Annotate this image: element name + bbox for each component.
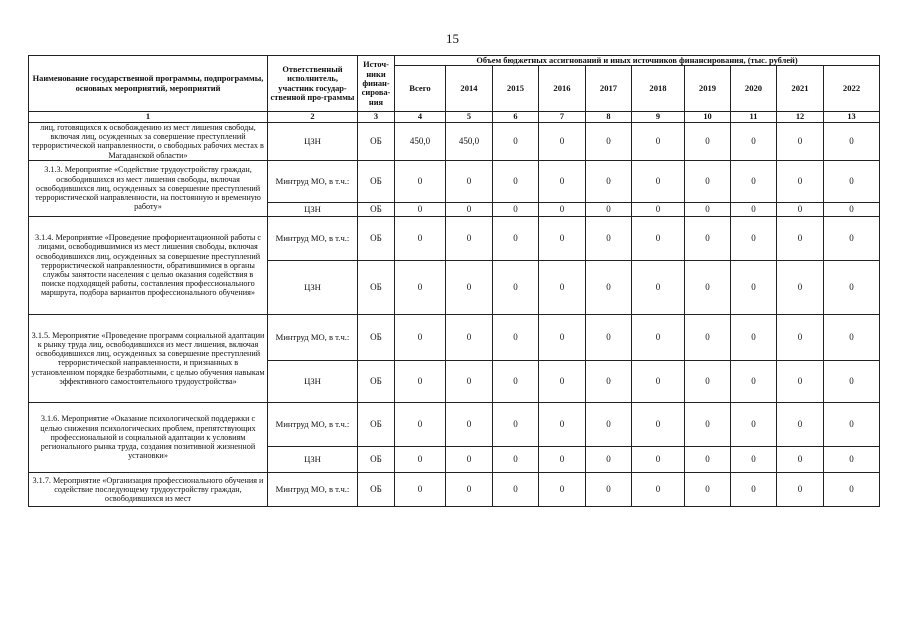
budget-value-cell: 0 xyxy=(685,122,731,160)
executor-cell: Минтруд МО, в т.ч.: xyxy=(268,314,358,360)
budget-value-cell: 0 xyxy=(446,360,493,402)
executor-cell: Минтруд МО, в т.ч.: xyxy=(268,402,358,446)
budget-value-cell: 0 xyxy=(632,160,685,202)
budget-value-cell: 0 xyxy=(395,472,446,506)
budget-value-cell: 0 xyxy=(539,472,586,506)
column-number-cell: 13 xyxy=(824,112,880,122)
measure-name-cell: 3.1.3. Мероприятие «Содействие трудоустройству граждан, освободившихся из мест лишения свободы, включая освободившихся лиц, осужденных за совершение преступлений террористической направленности, на постоянную и временную работу» xyxy=(29,160,268,216)
column-number-cell: 3 xyxy=(358,112,395,122)
measure-name-cell: лиц, готовящихся к освобождению из мест лишения свободы, включая лиц, осужденных за совершение преступлений террористической направленности, о свободных рабочих местах в Магаданской области» xyxy=(29,122,268,160)
budget-value-cell: 0 xyxy=(493,314,539,360)
budget-value-cell: 0 xyxy=(539,314,586,360)
header-budget-group: Объем бюджетных ассигнований и иных источников финансирования, (тыс. рублей) xyxy=(395,56,880,66)
budget-value-cell: 0 xyxy=(446,402,493,446)
budget-value-cell: 0 xyxy=(493,122,539,160)
budget-value-cell: 0 xyxy=(395,260,446,314)
budget-value-cell: 0 xyxy=(586,122,632,160)
column-number-cell: 6 xyxy=(493,112,539,122)
budget-value-cell: 0 xyxy=(632,202,685,216)
measure-name-cell: 3.1.4. Мероприятие «Проведение профориентационной работы с лицами, освободившимися из мест лишения свободы, включая освободившихся лиц, осужденных за совершение преступлений террористической направленности, обратившимися в органы службы занятости населения с целью оказания содействия в поиске подходящей работы, составления профессионального маршрута, подбора вариантов профессионального обучения» xyxy=(29,216,268,314)
budget-value-cell: 0 xyxy=(824,122,880,160)
measure-name-cell: 3.1.5. Мероприятие «Проведение программ социальной адаптации к рынку труда лиц, освободившихся из мест лишения, включая освободившихся лиц, осужденных за совершение преступлений террористической направленности, и признанных в установленном порядке безработными, с целью обучения навыкам эффективного самостоятельного трудоустройства» xyxy=(29,314,268,402)
header-year-cell: 2014 xyxy=(446,66,493,112)
page-number: 15 xyxy=(446,31,459,46)
budget-value-cell: 0 xyxy=(685,446,731,472)
table-row xyxy=(29,402,880,446)
column-number-cell: 12 xyxy=(777,112,824,122)
table-row xyxy=(29,472,880,506)
budget-value-cell: 0 xyxy=(824,472,880,506)
budget-value-cell: 0 xyxy=(685,360,731,402)
budget-value-cell: 0 xyxy=(493,216,539,260)
budget-value-cell: 0 xyxy=(731,160,777,202)
budget-value-cell: 0 xyxy=(493,472,539,506)
budget-value-cell: 0 xyxy=(777,446,824,472)
executor-cell: ЦЗН xyxy=(268,360,358,402)
budget-value-cell: 0 xyxy=(395,314,446,360)
column-number-cell: 11 xyxy=(731,112,777,122)
executor-cell: Минтруд МО, в т.ч.: xyxy=(268,472,358,506)
header-year-cell: 2015 xyxy=(493,66,539,112)
budget-value-cell: 0 xyxy=(586,260,632,314)
budget-value-cell: 0 xyxy=(539,216,586,260)
column-number-cell: 4 xyxy=(395,112,446,122)
budget-value-cell: 0 xyxy=(446,216,493,260)
budget-value-cell: 450,0 xyxy=(446,122,493,160)
budget-value-cell: 0 xyxy=(824,402,880,446)
executor-cell: ЦЗН xyxy=(268,446,358,472)
budget-value-cell: 0 xyxy=(493,160,539,202)
header-year-cell: Всего xyxy=(395,66,446,112)
budget-value-cell: 0 xyxy=(824,360,880,402)
budget-value-cell: 0 xyxy=(777,160,824,202)
table-row xyxy=(29,122,880,160)
funding-source-cell: ОБ xyxy=(358,160,395,202)
budget-value-cell: 0 xyxy=(539,402,586,446)
column-number-cell: 8 xyxy=(586,112,632,122)
budget-value-cell: 0 xyxy=(731,314,777,360)
executor-cell: ЦЗН xyxy=(268,202,358,216)
funding-source-cell: ОБ xyxy=(358,446,395,472)
budget-value-cell: 0 xyxy=(824,202,880,216)
funding-source-cell: ОБ xyxy=(358,216,395,260)
funding-source-cell: ОБ xyxy=(358,202,395,216)
executor-cell: Минтруд МО, в т.ч.: xyxy=(268,160,358,202)
budget-value-cell: 0 xyxy=(539,122,586,160)
header-year-cell: 2021 xyxy=(777,66,824,112)
budget-value-cell: 0 xyxy=(539,446,586,472)
budget-value-cell: 0 xyxy=(777,472,824,506)
budget-value-cell: 0 xyxy=(731,472,777,506)
column-number-cell: 1 xyxy=(29,112,268,122)
budget-value-cell: 0 xyxy=(395,360,446,402)
budget-value-cell: 0 xyxy=(446,314,493,360)
budget-value-cell: 0 xyxy=(777,402,824,446)
budget-value-cell: 0 xyxy=(824,216,880,260)
budget-value-cell: 0 xyxy=(685,202,731,216)
column-number-cell: 7 xyxy=(539,112,586,122)
budget-value-cell: 0 xyxy=(824,260,880,314)
budget-value-cell: 0 xyxy=(731,360,777,402)
budget-value-cell: 0 xyxy=(685,216,731,260)
budget-value-cell: 0 xyxy=(632,122,685,160)
budget-value-cell: 0 xyxy=(446,160,493,202)
budget-value-cell: 0 xyxy=(586,202,632,216)
budget-value-cell: 0 xyxy=(446,260,493,314)
column-number-cell: 10 xyxy=(685,112,731,122)
budget-value-cell: 0 xyxy=(586,360,632,402)
budget-value-cell: 0 xyxy=(586,314,632,360)
budget-value-cell: 0 xyxy=(539,160,586,202)
header-name-column: Наименование государственной программы, подпрограммы, основных мероприятий, мероприятий xyxy=(29,56,268,112)
measure-name-cell: 3.1.7. Мероприятие «Организация профессионального обучения и содействие последующему трудоустройству граждан, освободившихся из мест xyxy=(29,472,268,506)
executor-cell: Минтруд МО, в т.ч.: xyxy=(268,216,358,260)
budget-value-cell: 0 xyxy=(586,446,632,472)
header-year-cell: 2017 xyxy=(586,66,632,112)
header-year-cell: 2019 xyxy=(685,66,731,112)
budget-value-cell: 0 xyxy=(446,202,493,216)
budget-value-cell: 0 xyxy=(395,216,446,260)
measure-name-cell: 3.1.6. Мероприятие «Оказание психологической поддержки с целью снижения психологических проблем, препятствующих профессиональной и социальной адаптации к условиям регионального рынка труда, создания позитивной жизненной установки» xyxy=(29,402,268,472)
table-row xyxy=(29,216,880,260)
budget-value-cell: 0 xyxy=(824,446,880,472)
funding-source-cell: ОБ xyxy=(358,472,395,506)
budget-value-cell: 0 xyxy=(632,260,685,314)
budget-value-cell: 0 xyxy=(586,472,632,506)
budget-value-cell: 450,0 xyxy=(395,122,446,160)
header-year-cell: 2016 xyxy=(539,66,586,112)
budget-value-cell: 0 xyxy=(632,472,685,506)
funding-source-cell: ОБ xyxy=(358,402,395,446)
executor-cell: ЦЗН xyxy=(268,122,358,160)
budget-value-cell: 0 xyxy=(395,446,446,472)
budget-value-cell: 0 xyxy=(586,160,632,202)
budget-value-cell: 0 xyxy=(586,216,632,260)
budget-table xyxy=(28,55,880,507)
column-number-cell: 5 xyxy=(446,112,493,122)
budget-value-cell: 0 xyxy=(731,402,777,446)
table-row xyxy=(29,314,880,360)
budget-value-cell: 0 xyxy=(586,402,632,446)
header-executor-column: Ответственный исполнитель, участник государ-ственной про-граммы xyxy=(268,56,358,112)
budget-value-cell: 0 xyxy=(777,260,824,314)
budget-value-cell: 0 xyxy=(395,402,446,446)
budget-value-cell: 0 xyxy=(446,446,493,472)
budget-value-cell: 0 xyxy=(493,402,539,446)
budget-value-cell: 0 xyxy=(493,202,539,216)
budget-value-cell: 0 xyxy=(777,314,824,360)
budget-value-cell: 0 xyxy=(493,360,539,402)
budget-value-cell: 0 xyxy=(632,216,685,260)
funding-source-cell: ОБ xyxy=(358,260,395,314)
budget-value-cell: 0 xyxy=(731,260,777,314)
budget-value-cell: 0 xyxy=(632,446,685,472)
budget-value-cell: 0 xyxy=(632,360,685,402)
budget-value-cell: 0 xyxy=(539,360,586,402)
budget-value-cell: 0 xyxy=(685,314,731,360)
budget-value-cell: 0 xyxy=(632,402,685,446)
header-year-cell: 2020 xyxy=(731,66,777,112)
header-year-cell: 2018 xyxy=(632,66,685,112)
budget-value-cell: 0 xyxy=(777,122,824,160)
executor-cell: ЦЗН xyxy=(268,260,358,314)
budget-value-cell: 0 xyxy=(632,314,685,360)
funding-source-cell: ОБ xyxy=(358,122,395,160)
budget-value-cell: 0 xyxy=(777,216,824,260)
funding-source-cell: ОБ xyxy=(358,360,395,402)
budget-value-cell: 0 xyxy=(685,472,731,506)
header-source-column: Источ-ники финан-сирова-ния xyxy=(358,56,395,112)
budget-value-cell: 0 xyxy=(539,260,586,314)
budget-value-cell: 0 xyxy=(493,260,539,314)
budget-value-cell: 0 xyxy=(824,314,880,360)
column-number-cell: 9 xyxy=(632,112,685,122)
budget-value-cell: 0 xyxy=(395,160,446,202)
column-number-cell: 2 xyxy=(268,112,358,122)
header-year-cell: 2022 xyxy=(824,66,880,112)
budget-value-cell: 0 xyxy=(731,216,777,260)
budget-value-cell: 0 xyxy=(446,472,493,506)
budget-value-cell: 0 xyxy=(395,202,446,216)
table-row xyxy=(29,160,880,202)
budget-value-cell: 0 xyxy=(685,160,731,202)
budget-value-cell: 0 xyxy=(685,402,731,446)
funding-source-cell: ОБ xyxy=(358,314,395,360)
budget-value-cell: 0 xyxy=(777,202,824,216)
budget-value-cell: 0 xyxy=(493,446,539,472)
budget-value-cell: 0 xyxy=(539,202,586,216)
budget-value-cell: 0 xyxy=(731,446,777,472)
budget-value-cell: 0 xyxy=(777,360,824,402)
budget-value-cell: 0 xyxy=(731,122,777,160)
budget-value-cell: 0 xyxy=(685,260,731,314)
budget-value-cell: 0 xyxy=(824,160,880,202)
budget-value-cell: 0 xyxy=(731,202,777,216)
